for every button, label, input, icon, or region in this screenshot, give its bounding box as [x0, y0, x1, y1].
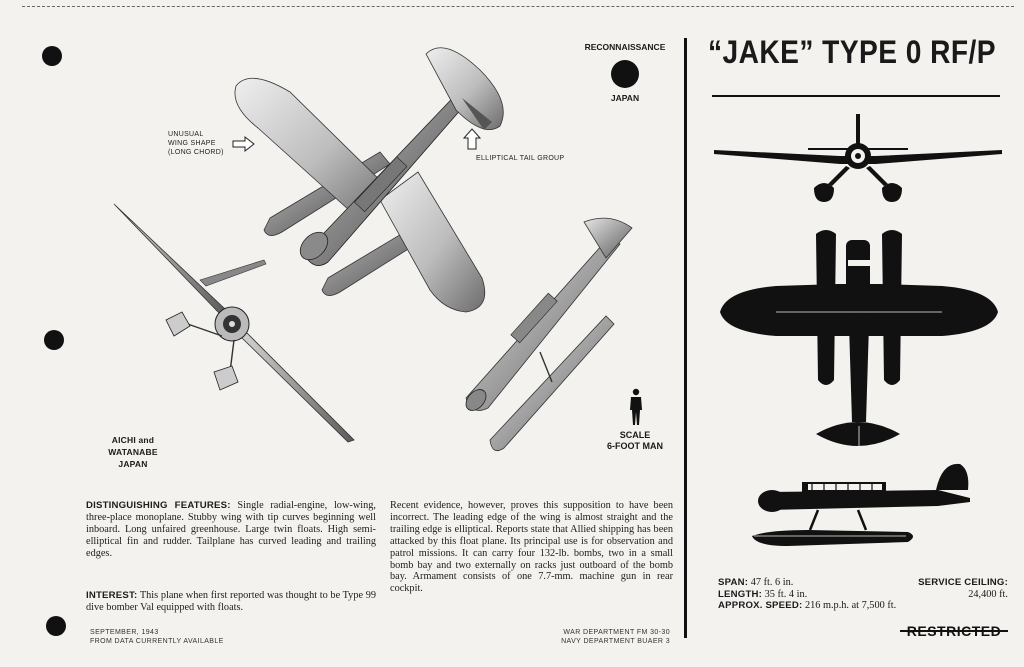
- side-perspective-illustration: [460, 212, 640, 452]
- length-value: 35 ft. 4 in.: [764, 588, 808, 600]
- features-paragraph: [86, 500, 376, 560]
- binder-hole-bottom: [46, 616, 66, 636]
- footer-navy-dept: NAVY DEPARTMENT BUAER 3: [561, 638, 670, 645]
- interest-text: This plane when first reported was thought to be Type 99 dive bomber Val equipped with floats.: [86, 590, 377, 613]
- speed-label: APPROX. SPEED:: [718, 600, 803, 611]
- binder-hole-top: [42, 46, 62, 66]
- column-divider: [684, 38, 687, 638]
- front-silhouette: [712, 112, 1004, 204]
- footer-source-line: FROM DATA CURRENTLY AVAILABLE: [90, 638, 224, 645]
- manufacturer-name: AICHI and WATANABE: [108, 435, 158, 457]
- plan-silhouette: [716, 226, 1002, 454]
- scale-title: SCALE: [619, 430, 651, 440]
- binder-hole-middle: [44, 330, 64, 350]
- scale-subtitle: 6-FOOT MAN: [607, 441, 663, 451]
- span-value: 47 ft. 6 in.: [750, 577, 794, 588]
- wing-annotation-line: WING SHAPE: [168, 140, 216, 147]
- footer-date: [90, 628, 224, 646]
- wing-annotation-line: (LONG CHORD): [168, 149, 224, 156]
- ceiling-label: SERVICE CEILING:: [918, 577, 1008, 588]
- page-title: “JAKE” TYPE 0 RF/P: [708, 34, 997, 70]
- speed-value: 216 m.p.h. at 7,500 ft.: [804, 600, 897, 611]
- nation-label: JAPAN: [610, 93, 640, 103]
- hinomaru-icon: [611, 60, 639, 88]
- spec-row-length: [718, 589, 1008, 601]
- footer-war-dept: WAR DEPARTMENT FM 30-30: [563, 629, 670, 636]
- spec-row-span: [718, 577, 1008, 589]
- title-rule: [712, 95, 1000, 97]
- role-label: RECONNAISSANCE: [584, 42, 666, 52]
- specifications: [718, 577, 1008, 612]
- description-paragraph: Recent evidence, however, proves this supposition to have been incorrect. The leading edge of the wing is almost straight and the trailing edge is elliptical. Reports state that Allied shipping has been attacked by this float plane. Its principal use is for observation and patrol missions. It can carry four 132-lb. bombs, two in a small bomb bay and two externally on racks just outboard of the bomb bay. Armament consists of one 7.7-mm. machine gun in rear cockpit.: [390, 500, 673, 595]
- features-heading: DISTINGUISHING FEATURES:: [86, 500, 231, 511]
- features-text: Single radial-engine, low-wing, three-place monoplane. Stubby wing with tip curves beginning well inboard. Long unfaired greenhouse. Large twin floats. High semi-elliptical fin and rudder. Tailplane has curved leading and trailing edges.: [86, 500, 376, 559]
- top-perforation-line: [22, 6, 1014, 7]
- front-perspective-illustration: [110, 200, 360, 450]
- ceiling-value: 24,400 ft.: [968, 588, 1008, 600]
- manufacturer-nation: JAPAN: [118, 459, 148, 469]
- spec-row-speed: [718, 600, 1008, 612]
- tail-annotation: ELLIPTICAL TAIL GROUP: [476, 155, 565, 162]
- interest-heading: INTEREST:: [86, 590, 138, 601]
- footer-departments: [510, 628, 670, 646]
- wing-annotation: [168, 130, 224, 157]
- side-silhouette: [748, 460, 978, 554]
- length-label: LENGTH:: [718, 588, 763, 600]
- footer-date-line: SEPTEMBER, 1943: [90, 629, 159, 636]
- restricted-stamp: RESTRICTED: [900, 622, 1008, 640]
- interest-paragraph: [86, 590, 376, 614]
- role-badge: [580, 42, 670, 103]
- wing-annotation-line: UNUSUAL: [168, 131, 204, 138]
- span-label: SPAN:: [718, 577, 749, 588]
